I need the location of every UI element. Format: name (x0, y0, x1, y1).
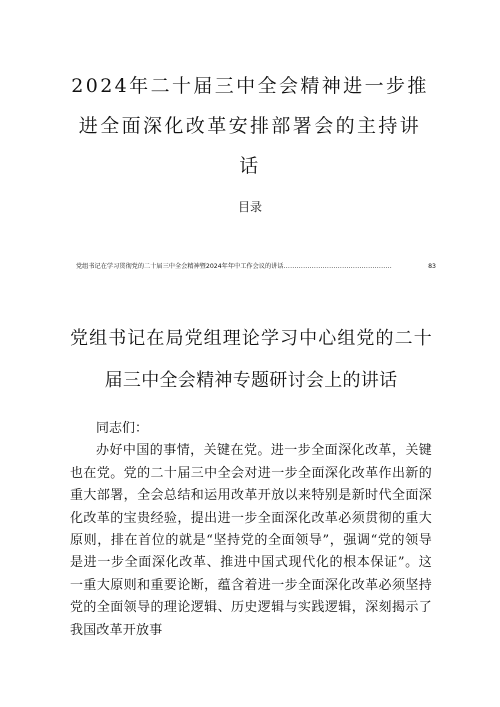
greeting: 同志们： (96, 421, 149, 436)
document-title: 2024年二十届三中全会精神进一步推进全面深化改革安排部署会的主持讲话 (71, 75, 429, 177)
toc-entry-text: 党组书记在学习贯彻党的二十届三中全会精神暨2024年年中工作会议的讲话 (76, 263, 284, 270)
toc-entry-leader: .................................................. (283, 263, 392, 270)
paragraph: 办好中国的事情，关键在党。进一步全面深化改革，关键也在党。党的二十届三中全会对进一步全面深化改革作出新的重大部署，全会总结和运用改革开放以来特别是新时代全面深化改革的宝贵经验，提出进一步全面深化改革必须贯彻的重大原则，排在首位的就是“坚持党的全面领导”，强调“党的领导是进一步全面深化改革、推进中国式现代化的根本保证”。这一重大原则和重要论断，蕴含着进一步全面深化改革必须坚持党的全面领导的理论逻辑、历史逻辑与实践逻辑，深刻揭示了我国改革开放事 (70, 443, 432, 638)
toc-entry-page-number: 83 (428, 263, 436, 270)
toc-heading: 目录 (237, 200, 262, 214)
toc-entry[interactable] (76, 262, 436, 272)
section-title: 党组书记在局党组理论学习中心组党的二十届三中全会精神专题研讨会上的讲话 (70, 328, 432, 391)
body-text (70, 418, 432, 642)
